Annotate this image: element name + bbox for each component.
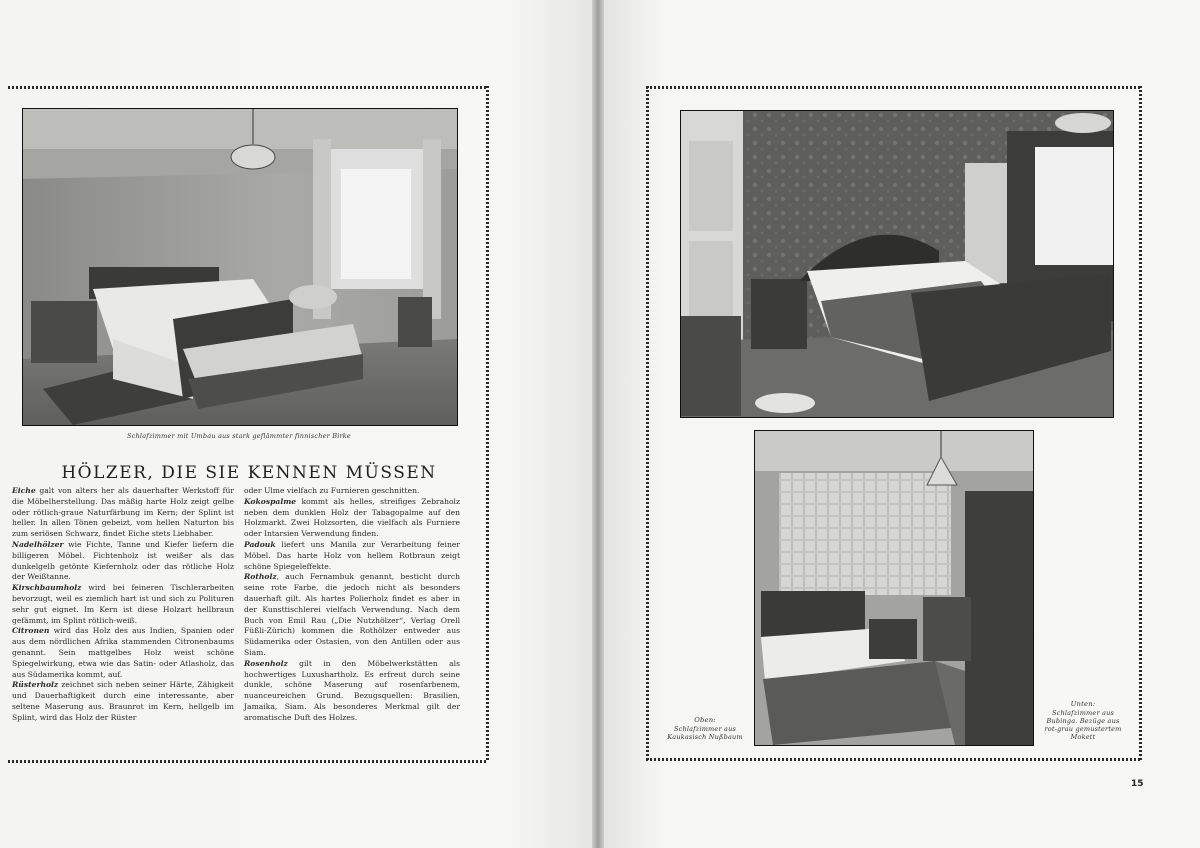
term-rotholz: Rotholz [244, 572, 277, 582]
text-kirschbaumholz: wird bei feineren Tischlerarbeiten bevorzugt, weil es ziemlich hart ist und sich zu Polituren sehr gut eignet. Im Kern ist diese Holzart hellbraun gefämmt, im Splint rötlich-weiß. [12, 583, 234, 625]
frame-top-right [646, 86, 1142, 89]
frame-top-left [8, 86, 488, 89]
frame-right-right [1139, 86, 1142, 762]
term-eiche: Eiche [12, 486, 36, 495]
frame-right-left [486, 86, 489, 762]
term-nadelhoelzer: Nadelhölzer [12, 539, 64, 549]
paragraph-kirschbaumholz [12, 583, 234, 626]
caption-unten: Schlafzimmer aus Bubinga. Bezüge aus rot-grau gemustertem Mokett [1044, 709, 1122, 741]
paragraph-eiche [12, 486, 234, 540]
caption-oben: Schlafzimmer aus Kaukasisch Nußbaum [667, 725, 743, 741]
paragraph-rosenholz [244, 659, 460, 724]
text-padouk: liefert uns Manila zur Verarbeitung feiner Möbel. Das harte Holz von hellem Rotbraun zeigt schöne Spiegeleffekte. [244, 539, 460, 571]
paragraph-padouk [244, 540, 460, 572]
text-ruesterholz: zeichnet sich neben seiner Härte, Zähigkeit und Dauerhaftigkeit durch eine interessante, aber seltene Maserung aus. Braunrot im Kern, hellgelb im Splint, wird das Holz der Rüster [12, 680, 234, 722]
term-kirschbaumholz: Kirschbaumholz [12, 583, 82, 593]
bedroom-bubinga-photo [754, 430, 1034, 746]
text-rotholz: , auch Fernambuk genannt, besticht durch seine rote Farbe, die jedoch nicht als besonders dauerhaft gilt. Als hartes Polierholz findet es aber in der Kunsttischlerei vielfach Verwendung. Nach dem Buch von Emil Rau („Die Nutzhölzer“, Verlag Orell Füßli-Zürich) kommen die Rothölzer entweder aus Südamerika oder Ostasien, von den Antillen oder aus Siam. [244, 572, 460, 657]
page-number: 15 [1131, 779, 1144, 789]
paragraph-ruesterholz [12, 680, 234, 723]
frame-bottom-left [8, 760, 488, 763]
text-citronen: wird das Holz des aus Indien, Spanien oder aus dem nördlichen Afrika stammenden Citronenbaums genannt. Sein mattgelbes Holz weist schöne Spiegelwirkung, etwa wie das Satin- oder Atlasholz, das aus Südamerika kommt, auf. [12, 626, 234, 679]
article-column-2 [244, 486, 460, 724]
book-gutter [592, 0, 604, 848]
bedroom-walnut-photo [680, 110, 1114, 418]
text-kokospalme: kommt als helles, streifiges Zebraholz neben dem dunklen Holz der Tabagopalme auf den Holzmarkt. Zwei Holzsorten, die vielfach als Furniere oder Intarsien Verwendung finden. [244, 496, 460, 539]
frame-left-right [646, 86, 649, 762]
text-ulme: oder Ulme vielfach zu Furnieren geschnitten. [244, 486, 420, 495]
paragraph-ulme [244, 486, 460, 497]
term-ruesterholz: Rüsterholz [12, 680, 59, 690]
bedroom-birch-photo [22, 108, 458, 426]
left-photo-caption: Schlafzimmer mit Umbau aus stark geflämmter finnischer Birke [127, 432, 351, 440]
frame-bottom-right [646, 758, 1142, 761]
caption-oben-heading: Oben: [694, 716, 716, 724]
term-citronen: Citronen [12, 626, 50, 636]
caption-unten-heading: Unten: [1070, 700, 1096, 708]
paragraph-kokospalme [244, 497, 460, 540]
article-column-1 [12, 486, 234, 724]
term-padouk: Padouk [244, 539, 276, 549]
paragraph-nadelhoelzer [12, 540, 234, 583]
paragraph-citronen [12, 626, 234, 680]
term-rosenholz: Rosenholz [244, 658, 288, 668]
paragraph-rotholz [244, 572, 460, 658]
text-nadelhoelzer: wie Fichte, Tanne und Kiefer liefern die billigeren Möbel. Fichtenholz ist weißer als das dunkelgelb getönte Kiefernholz oder das rötliche Holz der Weißtanne. [12, 539, 234, 582]
article-headline: HÖLZER, DIE SIE KENNEN MÜSSEN [61, 463, 437, 483]
text-eiche: galt von alters her als dauerhafter Werkstoff für die Möbelherstellung. Das mäßig harte Holz zeigt gelbe oder rötlich-graue Naturfärbung im Kern; der Splint ist heller. In allen Tönen gebeizt, vom hellen Naturton bis zum seriösen Schwarz, findet Eiche stets Liebhaber. [12, 486, 234, 539]
term-kokospalme: Kokospalme [244, 496, 297, 506]
text-rosenholz: gilt in den Möbelwerkstätten als hochwertiges Luxushartholz. Es erfreut durch seine dunkle, schöne Maserung auf rosenfarbenem, nuanceureichen Grund. Bezugsquellen: Brasilien, Jamaika, Siam. Als besonderes Merkmal gilt der aromatische Duft des Holzes. [244, 658, 460, 722]
